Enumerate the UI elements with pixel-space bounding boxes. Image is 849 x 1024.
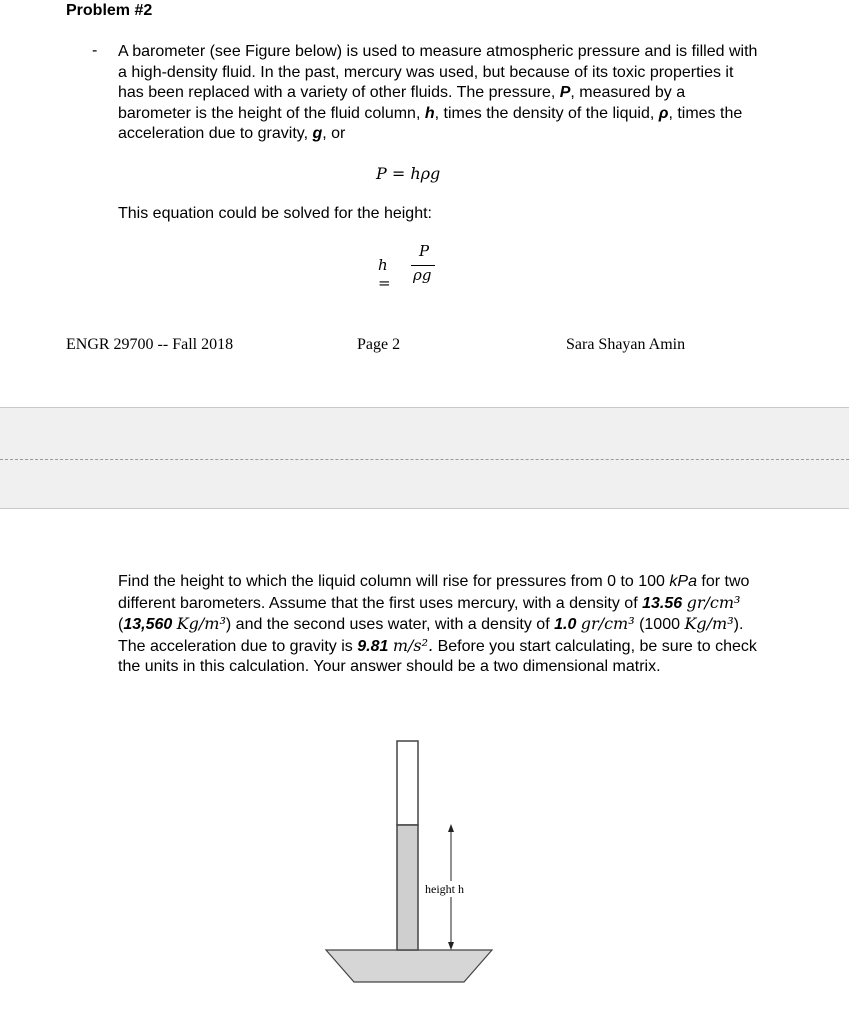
unit-kg-m3-2: Kg/m³ — [684, 614, 734, 633]
equation-height-lhs: h = — [378, 256, 391, 292]
page-break-gap — [0, 407, 849, 509]
mercury-density-kg: 13,560 — [123, 616, 173, 633]
unit-gr-cm3-1: gr/cm³ — [686, 592, 741, 612]
intro-text-2: , measured by a barometer is the height of the fluid column, — [118, 84, 686, 122]
reservoir-dish — [326, 950, 492, 982]
unit-kpa: kPa — [669, 573, 697, 590]
unit-m-s2: m/s². — [392, 635, 434, 655]
equation-height-numerator: P — [419, 242, 430, 260]
solve-text: This equation could be solved for the height: — [118, 205, 432, 222]
task-text-2: for two different barometers. Assume that the first uses mercury, with a density of — [118, 573, 750, 612]
equation-height-denominator: ρg — [413, 266, 432, 284]
unit-kg-m3-1: Kg/m³ — [176, 614, 226, 633]
footer-author: Sara Shayan Amin — [566, 336, 686, 353]
task-text-4: ) and the second uses water, with a density of — [225, 616, 550, 633]
task-text-7: Before you start calculating, be sure to check the units in this calculation. Your answer should be a two dimensional matrix. — [118, 637, 757, 675]
intro-text-1: A barometer (see Figure below) is used to measure atmospheric pressure and is filled with a high-density fluid. In the past, mercury was used, but because of its toxic properties it has been replaced with a variety of other fluids. The pressure, — [118, 43, 758, 101]
height-arrow-top — [448, 824, 454, 832]
water-density: 1.0 — [554, 616, 577, 633]
tube-empty-section — [397, 741, 418, 825]
intro-paragraph — [118, 42, 758, 145]
task-paragraph — [118, 572, 758, 678]
task-text-6: ). The acceleration due to gravity is — [118, 616, 744, 655]
height-label: height h — [425, 882, 464, 896]
bullet-dash: - — [92, 42, 98, 59]
symbol-rho: ρ — [658, 104, 669, 122]
task-text-1: Find the height to which the liquid column will rise for pressures from 0 to 100 — [118, 573, 665, 590]
symbol-p: P — [559, 84, 571, 101]
intro-text-3: , times the density of the liquid, — [434, 104, 655, 122]
page-break-line — [0, 459, 849, 460]
equation-pressure: P = hρg — [376, 164, 441, 183]
gravity-value: 9.81 — [357, 637, 389, 655]
mercury-column — [397, 825, 418, 950]
problem-title: Problem #2 — [66, 2, 153, 19]
symbol-g: g — [312, 125, 323, 142]
unit-gr-cm3-2: gr/cm³ — [580, 614, 635, 633]
intro-text-4: , times the acceleration due to gravity, — [118, 104, 743, 142]
task-text-5: (1000 — [639, 616, 680, 633]
height-arrow-bottom — [448, 942, 454, 950]
mercury-density: 13.56 — [642, 594, 683, 612]
footer-page: Page 2 — [357, 336, 401, 353]
barometer-figure — [320, 735, 500, 995]
task-text-3: ( — [118, 616, 124, 633]
symbol-h: h — [424, 104, 435, 122]
intro-text-5: , or — [322, 125, 346, 142]
footer-course: ENGR 29700 -- Fall 2018 — [66, 336, 234, 353]
